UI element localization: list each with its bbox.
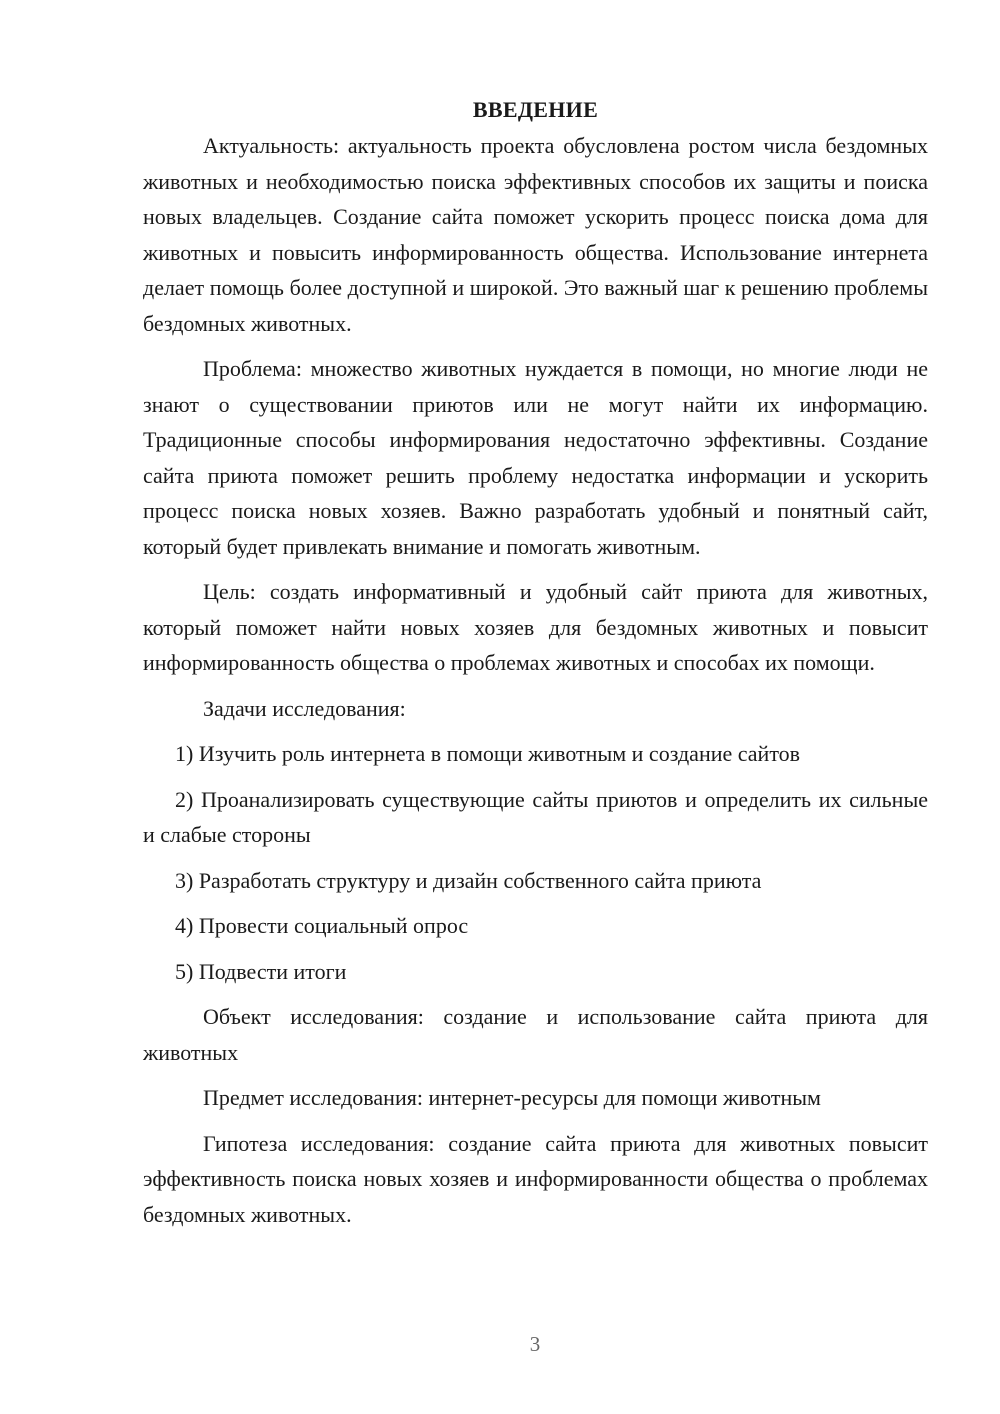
- tasks-heading: Задачи исследования:: [203, 695, 406, 721]
- paragraph-problem: Проблема: множество животных нуждается в помощи, но многие люди не знают о существовании приютов или не могут найти их информацию. Традиционные способы информирования недостаточно эффективны. Создание сайта приюта поможет решить проблему недостатка информации и ускорить процесс поиска новых хозяев. Важно разработать удобный и понятный сайт, который будет привлекать внимание и помогать животным.: [143, 356, 928, 559]
- task-item-1: 1) Изучить роль интернета в помощи животным и создание сайтов: [175, 741, 801, 766]
- paragraph-object: Объект исследования: создание и использование сайта приюта для животных: [143, 1004, 928, 1065]
- task-item-3: 3) Разработать структуру и дизайн собственного сайта приюта: [175, 867, 762, 893]
- paragraph-hypothesis: Гипотеза исследования: создание сайта приюта для животных повысит эффективность поиска новых хозяев и информированности общества о проблемах бездомных животных.: [143, 1130, 928, 1227]
- document-page: [143, 92, 928, 1242]
- paragraph-goal: Цель: создать информативный и удобный сайт приюта для животных, который поможет найти новых хозяев для бездомных животных и повысит информированность общества о проблемах животных и способах их помощи.: [143, 579, 928, 675]
- paragraph-subject: Предмет исследования: интернет-ресурсы для помощи животным: [203, 1085, 821, 1110]
- task-item-4: 4) Провести социальный опрос: [175, 913, 469, 938]
- task-item-5: 5) Подвести итоги: [175, 958, 347, 984]
- task-item-2: 2) Проанализировать существующие сайты приютов и определить их сильные и слабые стороны: [143, 786, 928, 847]
- page-title: ВВЕДЕНИЕ: [472, 97, 599, 122]
- paragraph-relevance: Актуальность: актуальность проекта обусловлена ростом числа бездомных животных и необходимостью поиска эффективных способов их защиты и поиска новых владельцев. Создание сайта поможет ускорить процесс поиска дома для животных и повысить информированность общества. Использование интернета делает помощь более доступной и широкой. Это важный шаг к решению проблемы бездомных животных.: [143, 133, 928, 336]
- page-number: 3: [529, 1332, 541, 1356]
